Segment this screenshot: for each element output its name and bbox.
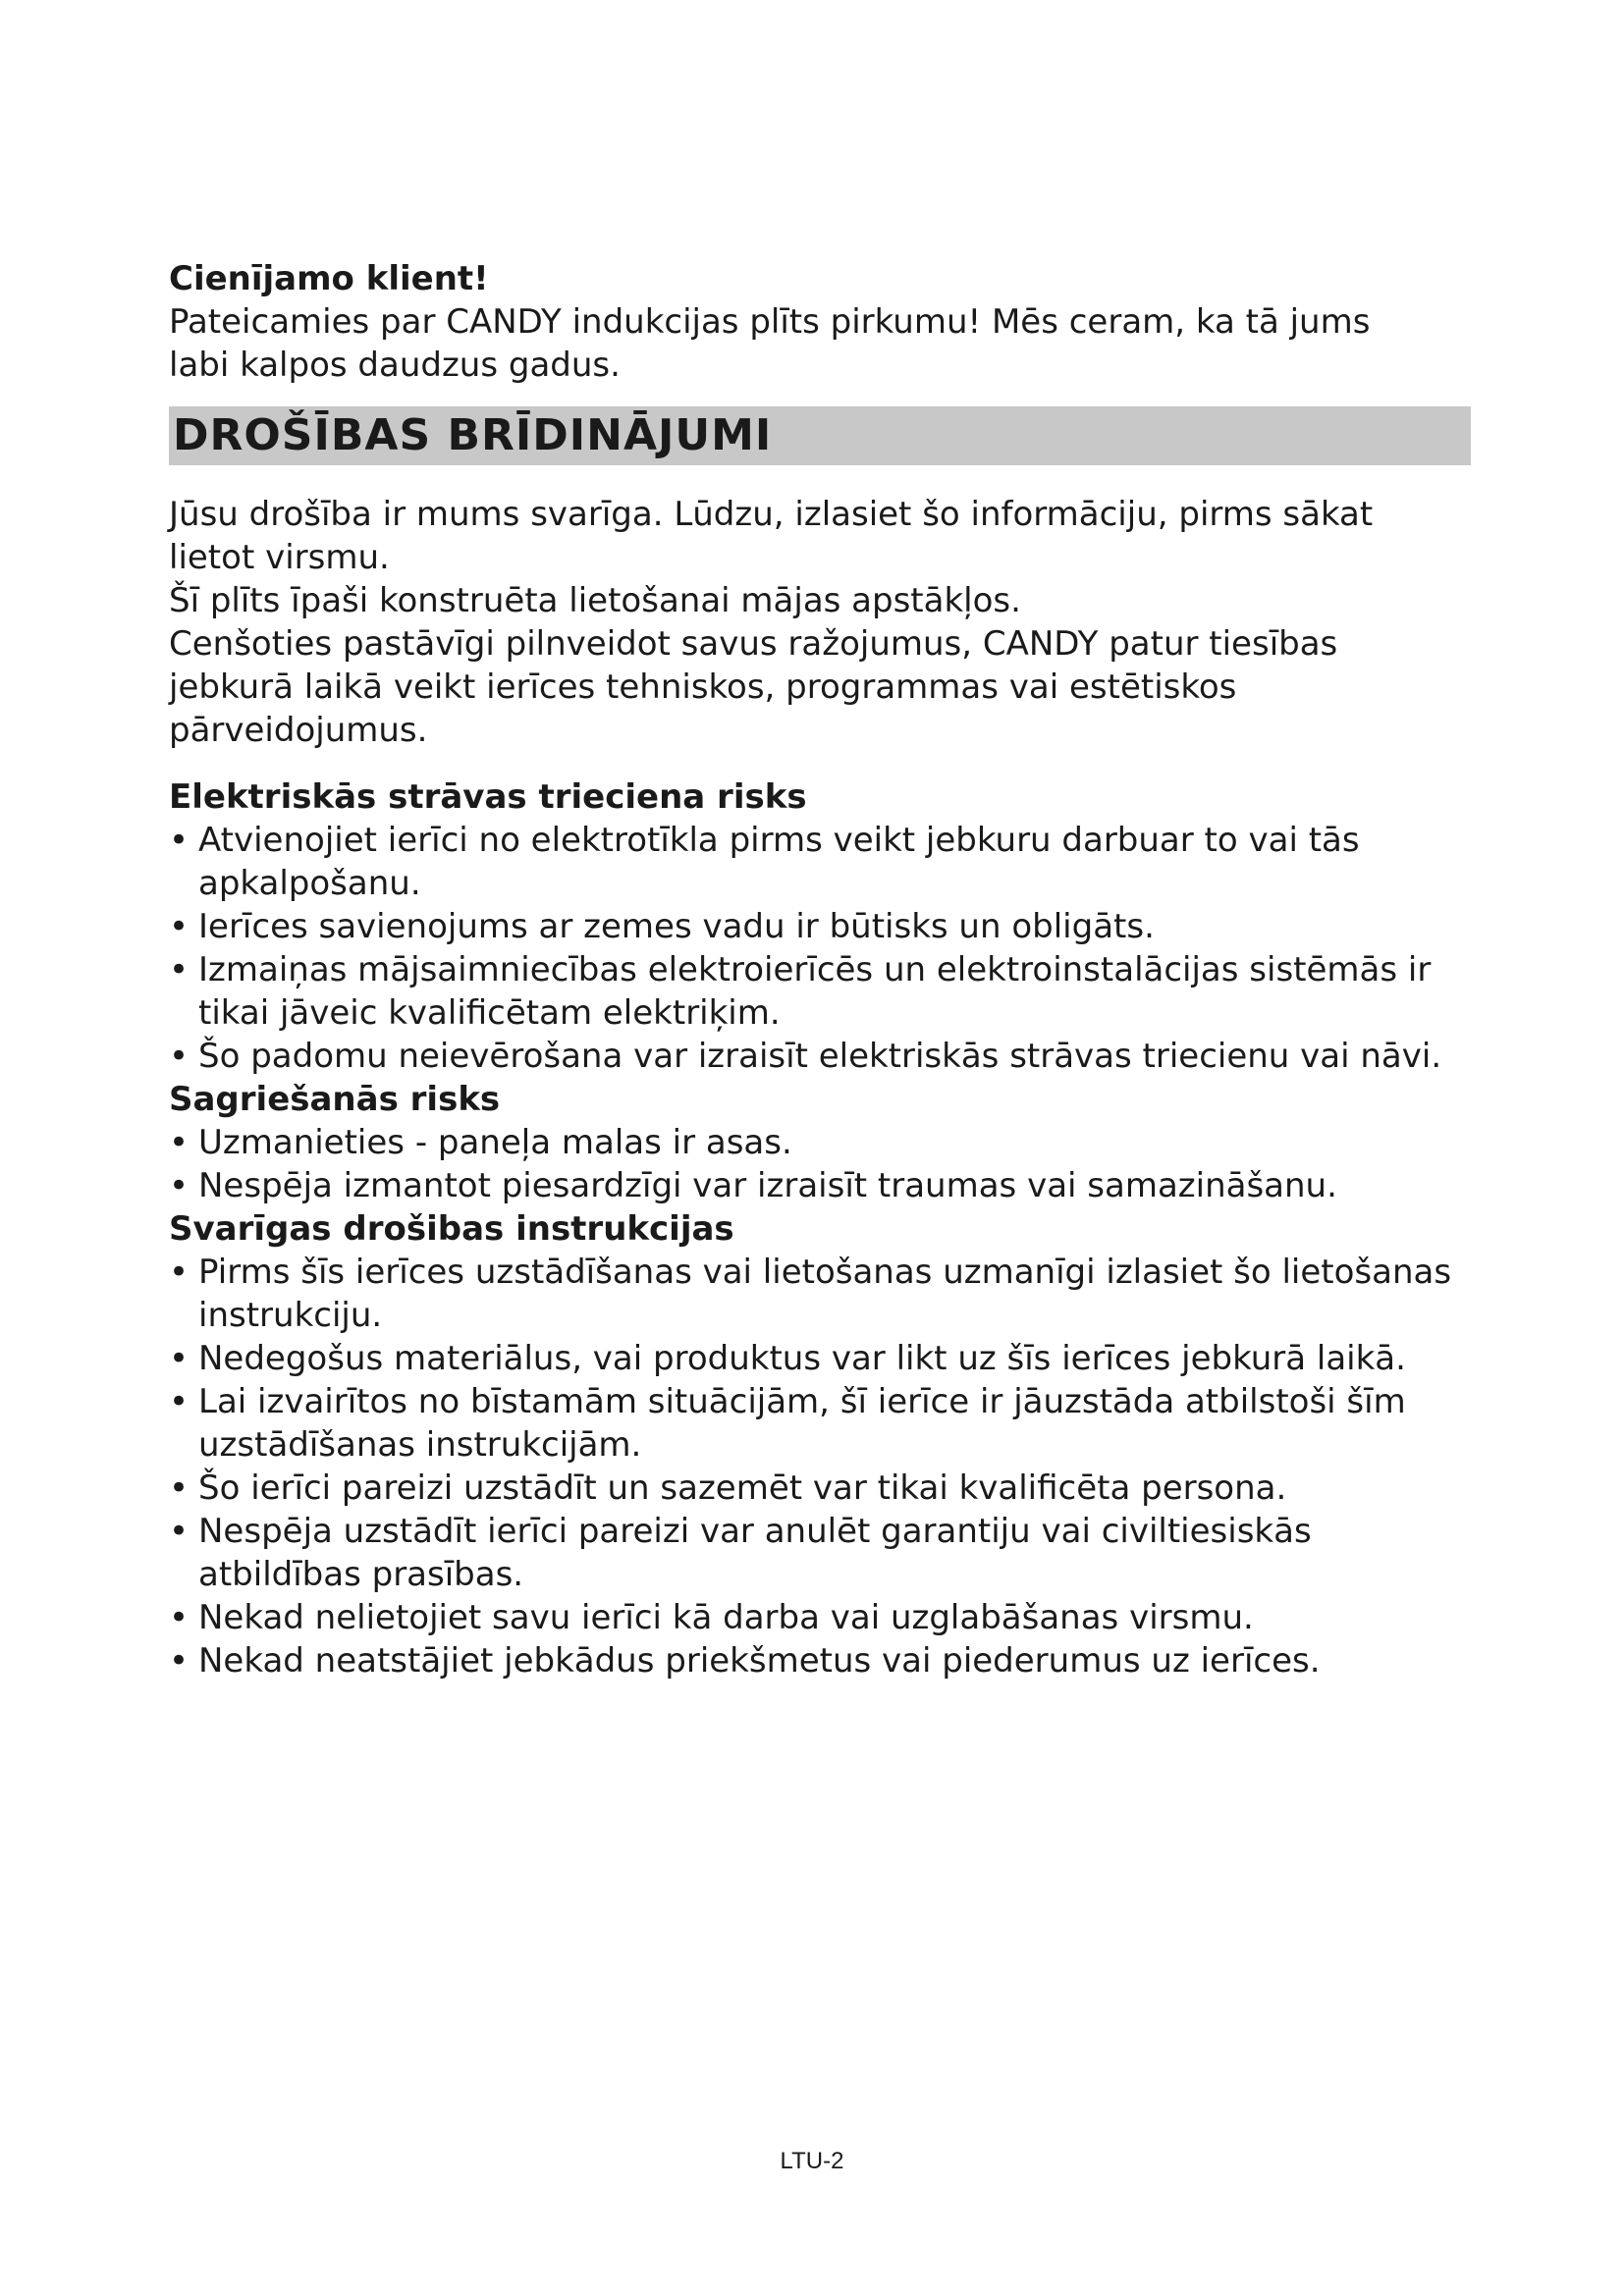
intro-paragraph: Jūsu drošība ir mums svarīga. Lūdzu, izlasiet šo informāciju, pirms sākat lietot virsmu. (169, 495, 1374, 577)
bullet-list-safety-instructions (169, 1251, 1455, 1682)
list-item: • Nedegošus materiālus, vai produktus var likt uz šīs ierīces jebkurā laikā. (169, 1337, 1455, 1380)
list-item: • Nekad neatstājiet jebkādus priekšmetus vai piederumus uz ierīces. (169, 1639, 1455, 1682)
list-item: • Izmaiņas mājsaimniecības elektroierīcēs un elektroinstalācijas sistēmās ir tikai jāveic kvalificētam elektriķim. (169, 948, 1455, 1035)
greeting-text: Pateicamies par CANDY indukcijas plīts pirkumu! Mēs ceram, ka tā jums labi kalpos daudzus gadus. (169, 302, 1371, 385)
intro-block (169, 493, 1455, 752)
subheading-electric-shock: Elektriskās strāvas trieciena risks (169, 777, 807, 817)
document-page (169, 257, 1485, 1682)
intro-paragraph: Šī plīts īpaši konstruēta lietošanai mājas apstākļos. (169, 581, 1021, 620)
list-item: • Nekad nelietojiet savu ierīci kā darba vai uzglabāšanas virsmu. (169, 1596, 1455, 1639)
subheading-safety-instructions: Svarīgas drošibas instrukcijas (169, 1209, 734, 1249)
section-banner (169, 406, 1471, 465)
bullet-list-cut-risk (169, 1121, 1455, 1207)
subheading-cut-risk: Sagriešanās risks (169, 1080, 501, 1119)
list-item: • Ierīces savienojums ar zemes vadu ir būtisks un obligāts. (169, 905, 1455, 948)
list-item: • Nespēja uzstādīt ierīci pareizi var anulēt garantiju vai civiltiesiskās atbildības prasības. (169, 1510, 1455, 1596)
list-item: • Nespēja izmantot piesardzīgi var izraisīt traumas vai samazināšanu. (169, 1164, 1455, 1207)
intro-paragraph: Cenšoties pastāvīgi pilnveidot savus ražojumus, CANDY patur tiesības jebkurā laikā veikt ierīces tehniskos, programmas vai estētiskos pārveidojumus. (169, 624, 1338, 750)
bullet-list-electric-shock (169, 819, 1455, 1078)
list-item: • Šo ierīci pareizi uzstādīt un sazemēt var tikai kvalificēta persona. (169, 1467, 1455, 1510)
section-title: DROŠĪBAS BRĪDINĀJUMI (173, 410, 773, 460)
list-item: • Atvienojiet ierīci no elektrotīkla pirms veikt jebkuru darbuar to vai tās apkalpošanu. (169, 819, 1455, 905)
list-item: • Šo padomu neievērošana var izraisīt elektriskās strāvas triecienu vai nāvi. (169, 1035, 1455, 1078)
list-item: • Uzmanieties - paneļa malas ir asas. (169, 1121, 1455, 1164)
list-item: • Pirms šīs ierīces uzstādīšanas vai lietošanas uzmanīgi izlasiet šo lietošanas instrukciju. (169, 1251, 1455, 1337)
list-item: • Lai izvairītos no bīstamām situācijām, šī ierīce ir jāuzstāda atbilstoši šīm uzstādīšanas instrukcijām. (169, 1380, 1455, 1467)
greeting-title: Cienījamo klient! (169, 259, 489, 298)
page-number: LTU-2 (780, 2148, 844, 2174)
